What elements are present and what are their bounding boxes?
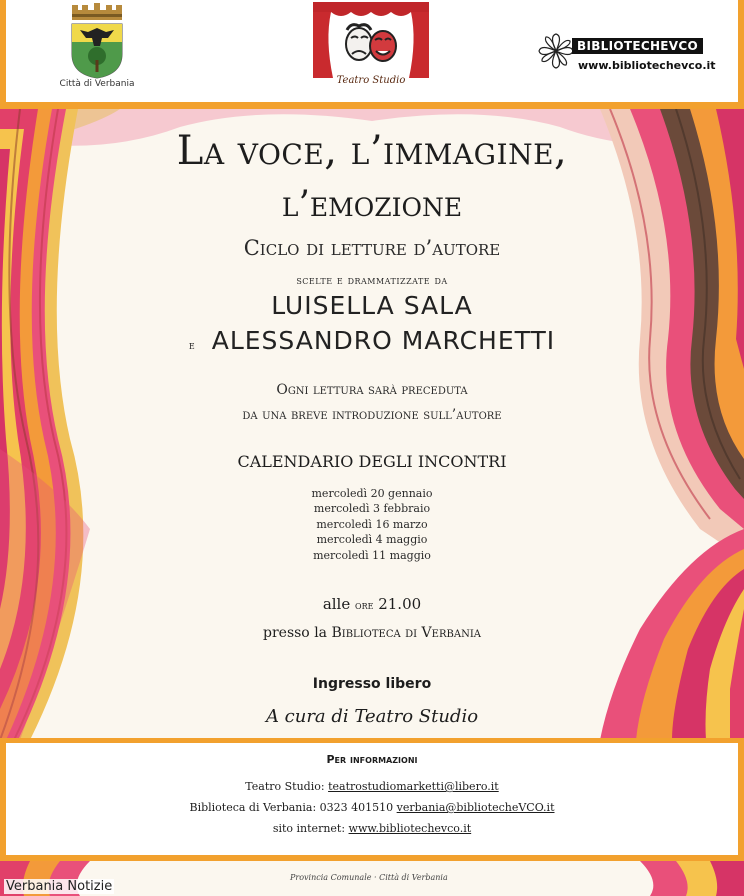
info-line-website [6,822,738,835]
teatro-email-link[interactable]: teatrostudiomarketti@libero.it [328,780,499,793]
biblioteche-vco-logo: BIBLIOTECHEVCO [572,38,703,54]
author-conjunction: e [188,338,196,352]
date-item: mercoledì 4 maggio [316,533,428,546]
calendar-heading: CALENDARIO DEGLI INCONTRI [237,452,507,471]
intro-line2: da una breve introduzione sull’autore [242,407,502,423]
intro-line1: Ogni lettura sarà preceduta [276,382,468,398]
info-teatro-label: Teatro Studio: [245,780,325,793]
author-2: ALESSANDRO MARCHETTI [211,326,556,355]
teatro-studio-logo-label: Teatro Studio [336,75,406,86]
author-1: LUISELLA SALA [271,291,473,320]
chosen-by-label: scelte e drammatizzate da [296,273,448,287]
date-item: mercoledì 16 marzo [316,518,428,531]
place-line [0,625,744,641]
info-heading: Per informazioni [326,753,418,766]
curated-by-line: A cura di Teatro Studio [265,706,479,727]
date-item: mercoledì 11 maggio [313,549,431,562]
time-line [0,595,744,613]
crest-caption: Città di Verbania [59,79,135,89]
author-2-line [0,326,744,355]
biblioteca-email-link[interactable]: verbania@bibliotecheVCO.it [396,801,555,814]
time-value: 21.00 [378,595,422,613]
info-biblioteca-phone: 0323 401510 [319,801,394,814]
flower-icon [537,32,575,70]
info-line-teatro [6,780,738,793]
poster-title-line1: La voce, l’immagine, [176,128,568,174]
biblioteche-vco-url: www.bibliotechevco.it [578,59,716,72]
time-word: ore [355,598,374,612]
header-divider [0,102,744,109]
info-line-biblioteca [6,801,738,814]
entry-line: Ingresso libero [312,676,432,692]
time-prefix: alle [322,595,351,613]
header-right-border [738,0,744,108]
header-left-border [0,0,6,108]
place-name: Biblioteca di Verbania [331,625,481,641]
info-biblioteca-label: Biblioteca di Verbania: [189,801,317,814]
info-website-label: sito internet: [272,822,346,835]
poster-title-line2: l’emozione [281,184,463,225]
watermark: Verbania Notizie [6,879,113,894]
website-link[interactable]: www.bibliotechevco.it [348,822,472,835]
verbania-crest-icon [66,2,128,80]
footer-cut-text: Provincia Comunale · Città di Verbania [290,873,448,882]
poster-subtitle: Ciclo di letture d’autore [243,236,501,260]
date-item: mercoledì 3 febbraio [313,502,431,515]
info-box-right-border [738,738,744,862]
date-item: mercoledì 20 gennaio [311,487,433,500]
place-prefix: presso la [263,625,328,641]
